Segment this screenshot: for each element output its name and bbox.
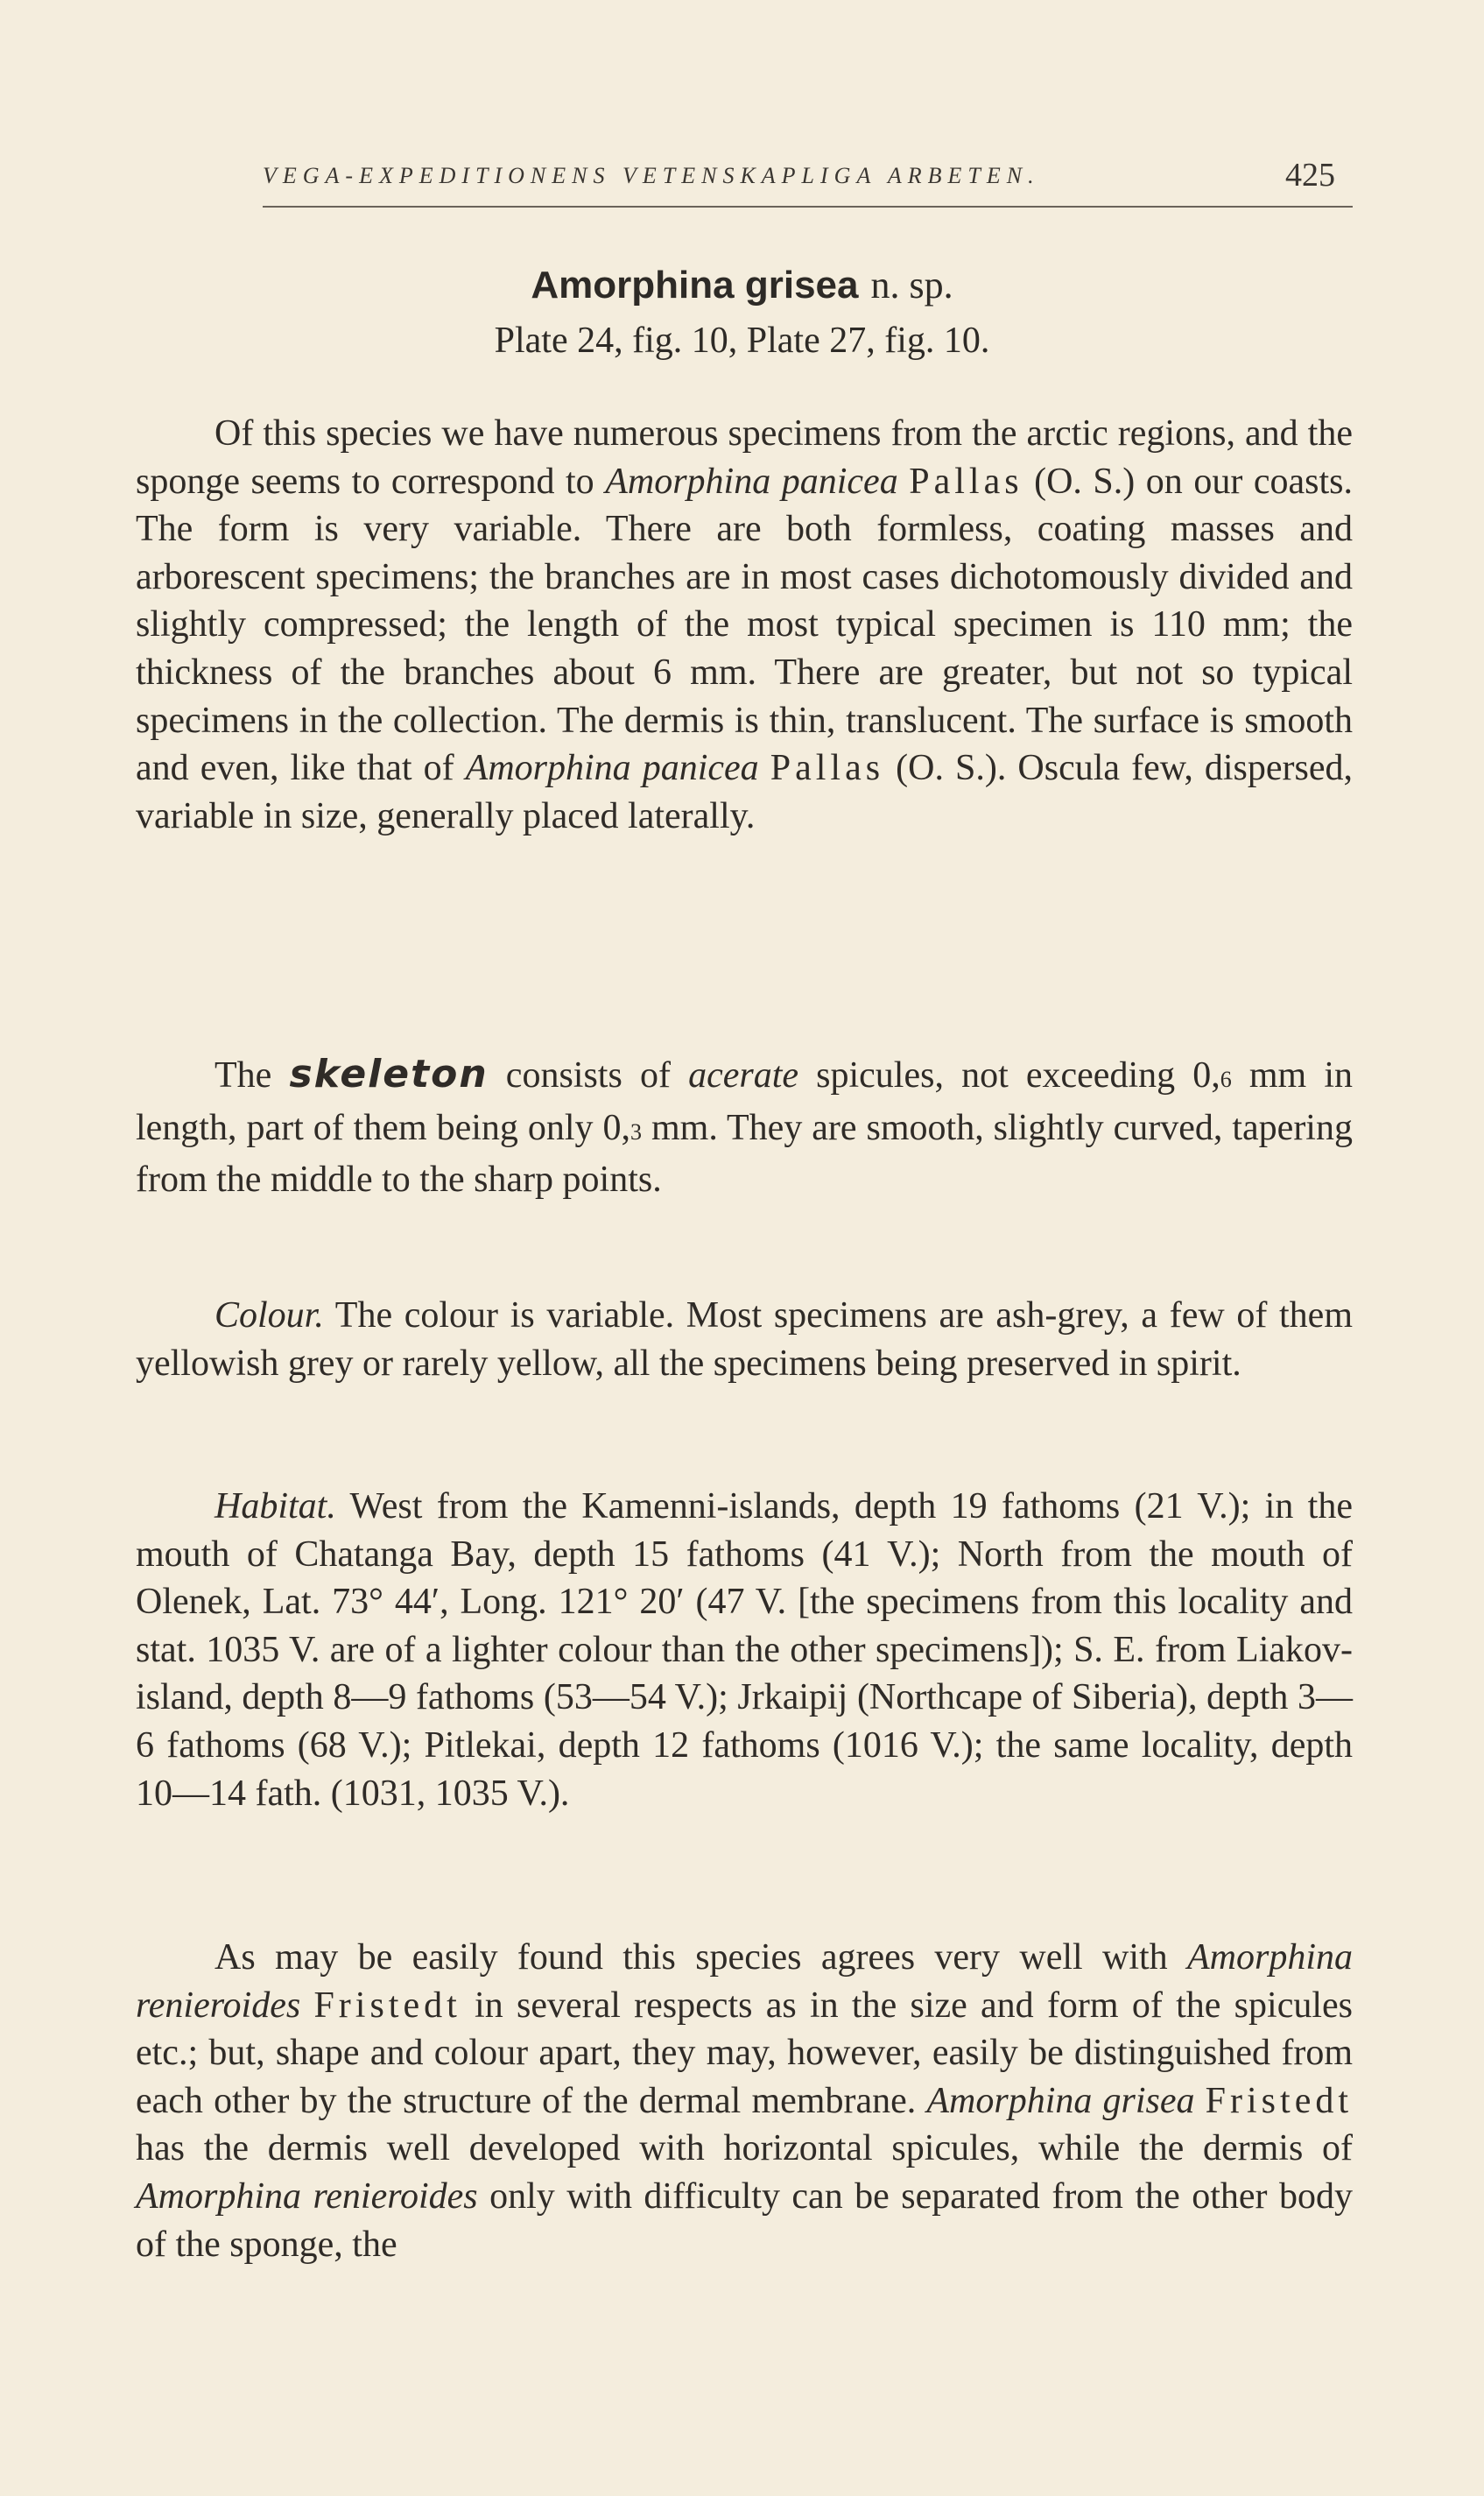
text-run: mm in length, part of them being only 0, (136, 1055, 1354, 1148)
new-species-mark: n. sp. (870, 264, 953, 307)
plate-reference: Plate 24, fig. 10, Plate 27, fig. 10. (494, 321, 990, 361)
text-run: Of this species we have numerous specimens from the arctic regions, and the sponge seems to correspond to (136, 413, 1353, 502)
text-run: mm. They are smooth, slightly curved, tapering from the middle to the sharp points. (136, 1107, 1353, 1201)
taxon-name: Amorphina panicea (605, 461, 898, 502)
colour-heading: Colour. (215, 1295, 324, 1336)
text-run: only with difficulty can be separated from the other body of the sponge, the (136, 2175, 1353, 2265)
species-title (0, 263, 1484, 308)
spicule-type: acerate (688, 1055, 799, 1096)
taxon-name: Amorphina panicea (465, 748, 759, 789)
text-run: The colour is variable. Most specimens are ash-grey, a few of them yellowish grey or rarely yellow, all the specimens being preserved in spirit. (136, 1295, 1353, 1384)
author-name: Fristedt (313, 1985, 461, 2026)
decimal-digit: 3 (630, 1118, 643, 1145)
text-run: West from the Kamenni-islands, depth 19 fathoms (21 V.); in the mouth of Chatanga Bay, depth 15 fathoms (41 V.); North from the mouth of Olenek, Lat. 73° 44′, Long. 121° 20′ (47 V. [the specimens from this locality and stat. 1035 V. are of a lighter colour than the other specimens]); S. E. from Liakov-island, depth 8—9 fathoms (53—54 V.); Jrkaipij (Northcape of Siberia), depth 3—6 fathoms (68 V.); Pitlekai, depth 12 fathoms (1016 V.); the same locality, depth 10—14 fath. (1031, 1035 V.). (136, 1486, 1353, 1814)
habitat-heading: Habitat. (215, 1486, 336, 1527)
decimal-digit: 6 (1220, 1067, 1232, 1092)
paragraph-comparison (136, 1934, 1353, 2268)
paragraph-colour (136, 1292, 1353, 1387)
author-name: Pallas (770, 748, 885, 789)
paragraph-description (136, 410, 1353, 840)
author-name: Fristedt (1205, 2080, 1354, 2121)
text-run: As may be easily found this species agrees very well with (215, 1937, 1187, 1978)
paragraph-skeleton (136, 1051, 1353, 1204)
text-run: (O. S.). Oscula few, dispersed, variable in size, generally placed laterally. (136, 748, 1354, 836)
header-rule (263, 206, 1353, 208)
taxon-name: Amorphina grisea (926, 2080, 1195, 2121)
text-run: consists of (488, 1055, 689, 1096)
text-run: has the dermis well developed with horizontal spicules, while the dermis of (136, 2128, 1353, 2169)
paragraph-habitat (136, 1483, 1353, 1817)
running-title: VEGA-EXPEDITIONENS VETENSKAPLIGA ARBETEN. (263, 163, 1040, 188)
skeleton-heading: skeleton (289, 1052, 489, 1096)
author-name: Pallas (909, 461, 1023, 502)
text-run: spicules, not exceeding 0, (798, 1055, 1220, 1096)
text-run: The (215, 1055, 290, 1096)
species-name: Amorphina grisea (531, 264, 859, 307)
text-run: in several respects as in the size and form of the spicules etc.; but, shape and colour apart, they may, however, easily be distinguished from each other by the structure of the dermal membrane. (136, 1985, 1353, 2121)
page-number: 425 (1285, 157, 1335, 194)
taxon-name: Amorphina renieroides (136, 2175, 478, 2217)
taxon-name: Amorphina renieroides (136, 1937, 1353, 2026)
text-run: (O. S.) on our coasts. The form is very variable. There are both formless, coating masses and arborescent specimens; the branches are in most cases dichotomously divided and slightly compressed; the length of the most typical specimen is 110 mm; the thickness of the branches about 6 mm. There are greater, but not so typical specimens in the collection. The dermis is thin, translucent. The surface is smooth and even, like that of (136, 461, 1353, 789)
